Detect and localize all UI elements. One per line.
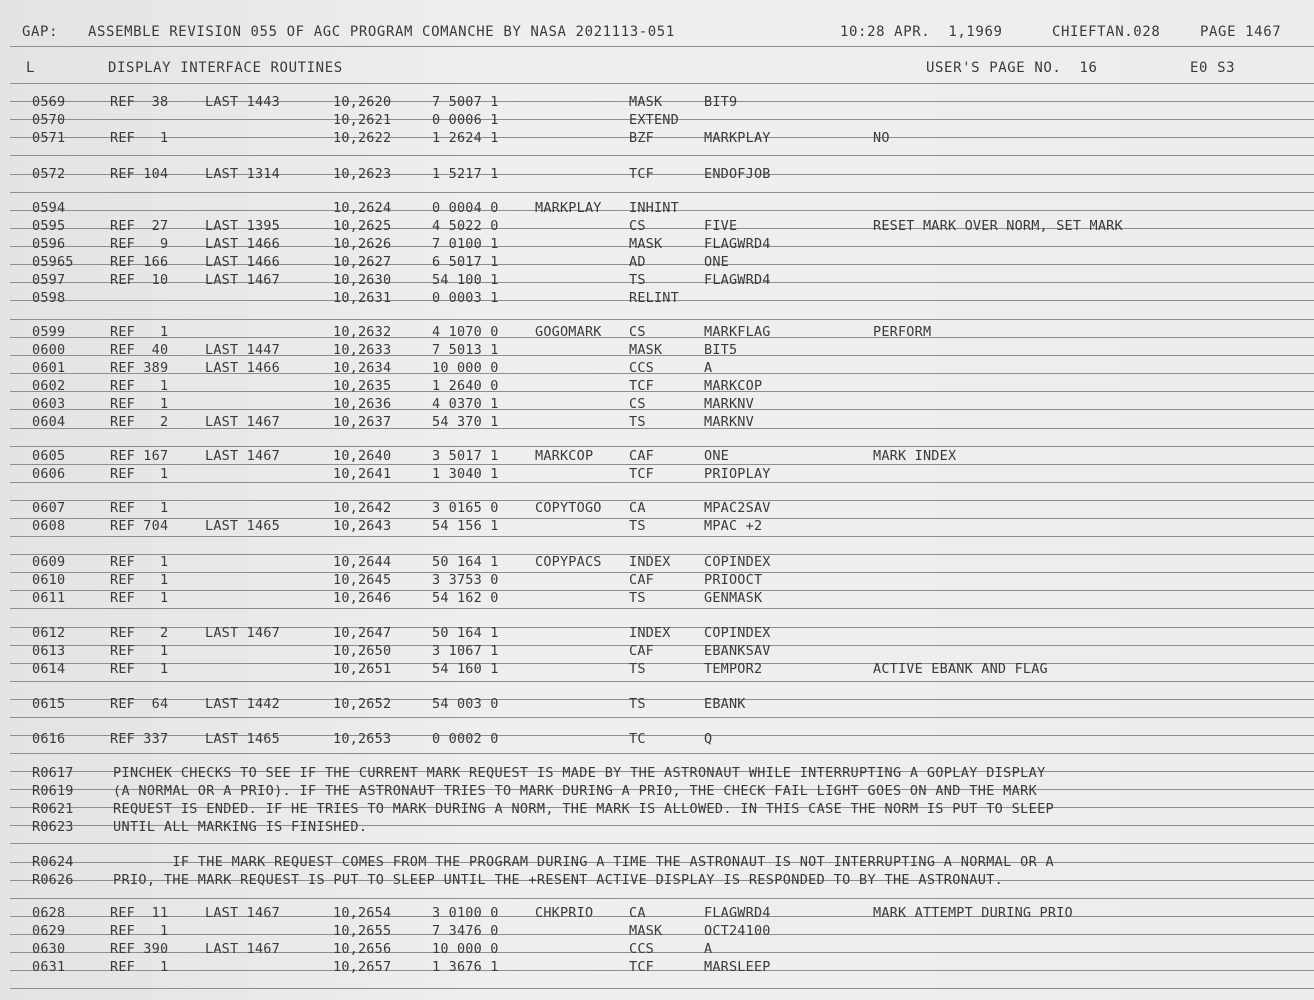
comment-line [0, 782, 1314, 800]
line-number: 0597 [32, 272, 66, 288]
address: 10,2644 [333, 554, 392, 570]
line-number: 05965 [32, 254, 74, 270]
ruled-line [10, 608, 1314, 609]
line-number: 0569 [32, 94, 66, 110]
line-number: 0631 [32, 959, 66, 975]
line-number: 0570 [32, 112, 66, 128]
address: 10,2641 [333, 466, 392, 482]
comment: RESET MARK OVER NORM, SET MARK [873, 218, 1123, 234]
assembly-title: ASSEMBLE REVISION 055 OF AGC PROGRAM COMANCHE BY NASA 2021113-051 [88, 24, 675, 40]
operand: A [704, 941, 713, 957]
listing-row [0, 922, 1314, 940]
line-number: 0601 [32, 360, 66, 376]
comment-line-number: R0623 [32, 819, 74, 835]
opcode: TS [629, 272, 646, 288]
ref-count: REF 64 [110, 696, 169, 712]
operand: MARKFLAG [704, 324, 771, 340]
machine-code: 3 1067 1 [432, 643, 499, 659]
operand: MPAC2SAV [704, 500, 771, 516]
address: 10,2634 [333, 360, 392, 376]
last-ref: LAST 1466 [205, 236, 280, 252]
opcode: CCS [629, 941, 654, 957]
line-number: 0571 [32, 130, 66, 146]
ref-count: REF 1 [110, 572, 169, 588]
line-number: 0604 [32, 414, 66, 430]
label: COPYTOGO [535, 500, 602, 516]
ref-count: REF 1 [110, 324, 169, 340]
ruled-line [10, 155, 1314, 156]
machine-code: 7 3476 0 [432, 923, 499, 939]
listing-row [0, 447, 1314, 465]
opcode: MASK [629, 342, 663, 358]
ref-count: REF 1 [110, 661, 169, 677]
opcode: CS [629, 396, 646, 412]
operand: TEMPOR2 [704, 661, 763, 677]
last-ref: LAST 1467 [205, 272, 280, 288]
opcode: CAF [629, 643, 654, 659]
ref-count: REF 704 [110, 518, 169, 534]
ref-count: REF 1 [110, 466, 169, 482]
machine-code: 7 5007 1 [432, 94, 499, 110]
machine-code: 54 370 1 [432, 414, 499, 430]
opcode: INDEX [629, 625, 671, 641]
ref-count: REF 1 [110, 500, 169, 516]
line-number: 0612 [32, 625, 66, 641]
opcode: MASK [629, 94, 663, 110]
machine-code: 50 164 1 [432, 554, 499, 570]
comment: NO [873, 130, 890, 146]
operand: MARKCOP [704, 378, 763, 394]
ref-count: REF 166 [110, 254, 169, 270]
machine-code: 3 3753 0 [432, 572, 499, 588]
line-number: 0602 [32, 378, 66, 394]
last-ref: LAST 1465 [205, 731, 280, 747]
address: 10,2633 [333, 342, 392, 358]
ref-count: REF 1 [110, 396, 169, 412]
listing-row [0, 413, 1314, 431]
operand: ENDOFJOB [704, 166, 771, 182]
gap-label: GAP: [22, 24, 59, 40]
opcode: BZF [629, 130, 654, 146]
machine-code: 4 1070 0 [432, 324, 499, 340]
opcode: MASK [629, 236, 663, 252]
listing-row [0, 165, 1314, 183]
comment-line [0, 800, 1314, 818]
listing-row [0, 695, 1314, 713]
address: 10,2656 [333, 941, 392, 957]
machine-code: 0 0002 0 [432, 731, 499, 747]
ref-count: REF 1 [110, 554, 169, 570]
comment: MARK ATTEMPT DURING PRIO [873, 905, 1073, 921]
comment: PERFORM [873, 324, 932, 340]
operand: BIT9 [704, 94, 738, 110]
opcode: TCF [629, 959, 654, 975]
listing-row [0, 93, 1314, 111]
opcode: TCF [629, 166, 654, 182]
ruled-line [10, 83, 1314, 84]
line-number: 0616 [32, 731, 66, 747]
address: 10,2620 [333, 94, 392, 110]
listing-name: CHIEFTAN.028 [1052, 24, 1161, 40]
operand: Q [704, 731, 713, 747]
machine-code: 1 3676 1 [432, 959, 499, 975]
address: 10,2654 [333, 905, 392, 921]
address: 10,2642 [333, 500, 392, 516]
ref-count: REF 167 [110, 448, 169, 464]
comment-line [0, 818, 1314, 836]
opcode: MASK [629, 923, 663, 939]
listing-row [0, 553, 1314, 571]
listing-row [0, 624, 1314, 642]
opcode: CS [629, 324, 646, 340]
last-ref: LAST 1442 [205, 696, 280, 712]
last-ref: LAST 1447 [205, 342, 280, 358]
address: 10,2640 [333, 448, 392, 464]
line-number: 0610 [32, 572, 66, 588]
ruled-line [10, 681, 1314, 682]
machine-code: 4 5022 0 [432, 218, 499, 234]
comment-line-number: R0621 [32, 801, 74, 817]
address: 10,2651 [333, 661, 392, 677]
listing-row [0, 235, 1314, 253]
listing-row [0, 253, 1314, 271]
ref-count: REF 1 [110, 923, 169, 939]
ruled-line [10, 988, 1314, 989]
operand: MARKNV [704, 396, 754, 412]
listing-row [0, 289, 1314, 307]
line-number: 0600 [32, 342, 66, 358]
operand: PRIOPLAY [704, 466, 771, 482]
ref-count: REF 337 [110, 731, 169, 747]
last-ref: LAST 1465 [205, 518, 280, 534]
ref-count: REF 104 [110, 166, 169, 182]
last-ref: LAST 1395 [205, 218, 280, 234]
operand: MPAC +2 [704, 518, 763, 534]
address: 10,2625 [333, 218, 392, 234]
address: 10,2631 [333, 290, 392, 306]
listing-row [0, 958, 1314, 976]
opcode: CA [629, 905, 646, 921]
ruled-line [10, 843, 1314, 844]
machine-code: 1 3040 1 [432, 466, 499, 482]
last-ref: LAST 1467 [205, 905, 280, 921]
comment-text: PINCHEK CHECKS TO SEE IF THE CURRENT MARK REQUEST IS MADE BY THE ASTRONAUT WHILE INTERRUPTING A GOPLAY DISPLAY [113, 765, 1046, 781]
listing-row [0, 341, 1314, 359]
ruled-line [10, 319, 1314, 320]
address: 10,2653 [333, 731, 392, 747]
operand: ONE [704, 254, 729, 270]
page-number: PAGE 1467 [1200, 24, 1282, 40]
ref-count: REF 40 [110, 342, 169, 358]
listing-row [0, 730, 1314, 748]
last-ref: LAST 1314 [205, 166, 280, 182]
line-number: 0630 [32, 941, 66, 957]
opcode: CS [629, 218, 646, 234]
last-ref: LAST 1467 [205, 941, 280, 957]
last-ref: LAST 1467 [205, 448, 280, 464]
address: 10,2623 [333, 166, 392, 182]
comment-line-number: R0617 [32, 765, 74, 781]
label: MARKCOP [535, 448, 594, 464]
opcode: TCF [629, 466, 654, 482]
operand: GENMASK [704, 590, 763, 606]
line-number: 0595 [32, 218, 66, 234]
listing-row [0, 642, 1314, 660]
opcode: TS [629, 590, 646, 606]
machine-code: 7 0100 1 [432, 236, 499, 252]
machine-code: 54 100 1 [432, 272, 499, 288]
comment-line-number: R0619 [32, 783, 74, 799]
page-id: E0 S3 [1190, 60, 1236, 76]
listing-row [0, 271, 1314, 289]
last-ref: LAST 1467 [205, 414, 280, 430]
line-number: 0629 [32, 923, 66, 939]
ref-count: REF 27 [110, 218, 169, 234]
address: 10,2655 [333, 923, 392, 939]
listing-row [0, 217, 1314, 235]
address: 10,2637 [333, 414, 392, 430]
opcode: CA [629, 500, 646, 516]
listing-row [0, 395, 1314, 413]
last-ref: LAST 1466 [205, 254, 280, 270]
line-number: 0613 [32, 643, 66, 659]
operand: MARKPLAY [704, 130, 771, 146]
ref-count: REF 9 [110, 236, 169, 252]
operand: FIVE [704, 218, 738, 234]
label: COPYPACS [535, 554, 602, 570]
comment: ACTIVE EBANK AND FLAG [873, 661, 1048, 677]
comment-text: IF THE MARK REQUEST COMES FROM THE PROGRAM DURING A TIME THE ASTRONAUT IS NOT INTERRUPTING A NORMAL OR A [113, 854, 1055, 870]
line-number: 0596 [32, 236, 66, 252]
line-number: 0599 [32, 324, 66, 340]
operand: PRIOOCT [704, 572, 763, 588]
opcode: TS [629, 696, 646, 712]
operand: ONE [704, 448, 729, 464]
operand: COPINDEX [704, 625, 771, 641]
line-number: 0603 [32, 396, 66, 412]
ruled-line [10, 192, 1314, 193]
line-number: 0615 [32, 696, 66, 712]
opcode: CAF [629, 572, 654, 588]
listing-row [0, 517, 1314, 535]
operand: BIT5 [704, 342, 738, 358]
label: MARKPLAY [535, 200, 602, 216]
listing-row [0, 377, 1314, 395]
comment-line-number: R0624 [32, 854, 74, 870]
line-number: 0605 [32, 448, 66, 464]
address: 10,2627 [333, 254, 392, 270]
opcode: TCF [629, 378, 654, 394]
page-header [0, 23, 1314, 41]
section-title: DISPLAY INTERFACE ROUTINES [108, 60, 343, 76]
ref-count: REF 1 [110, 643, 169, 659]
address: 10,2624 [333, 200, 392, 216]
machine-code: 0 0006 1 [432, 112, 499, 128]
operand: EBANKSAV [704, 643, 771, 659]
line-number: 0628 [32, 905, 66, 921]
listing-row [0, 571, 1314, 589]
timestamp: 10:28 APR. 1,1969 [840, 24, 1003, 40]
line-number: 0614 [32, 661, 66, 677]
ref-count: REF 2 [110, 625, 169, 641]
operand: FLAGWRD4 [704, 272, 771, 288]
comment: MARK INDEX [873, 448, 957, 464]
listing-row [0, 129, 1314, 147]
ref-count: REF 10 [110, 272, 169, 288]
last-ref: LAST 1467 [205, 625, 280, 641]
listing-row [0, 940, 1314, 958]
machine-code: 1 5217 1 [432, 166, 499, 182]
ruled-line [10, 46, 1314, 47]
opcode: INDEX [629, 554, 671, 570]
machine-code: 54 162 0 [432, 590, 499, 606]
machine-code: 10 000 0 [432, 360, 499, 376]
label: GOGOMARK [535, 324, 602, 340]
machine-code: 0 0004 0 [432, 200, 499, 216]
ref-count: REF 38 [110, 94, 169, 110]
address: 10,2657 [333, 959, 392, 975]
machine-code: 54 156 1 [432, 518, 499, 534]
address: 10,2645 [333, 572, 392, 588]
machine-code: 10 000 0 [432, 941, 499, 957]
ref-count: REF 1 [110, 378, 169, 394]
line-number: 0594 [32, 200, 66, 216]
operand: FLAGWRD4 [704, 236, 771, 252]
address: 10,2632 [333, 324, 392, 340]
machine-code: 50 164 1 [432, 625, 499, 641]
label: CHKPRIO [535, 905, 594, 921]
opcode: CAF [629, 448, 654, 464]
machine-code: 54 160 1 [432, 661, 499, 677]
comment-text: REQUEST IS ENDED. IF HE TRIES TO MARK DURING A NORM, THE MARK IS ALLOWED. IN THIS CASE THE NORM IS PUT TO SLEEP [113, 801, 1055, 817]
comment-line [0, 764, 1314, 782]
operand: EBANK [704, 696, 746, 712]
last-ref: LAST 1466 [205, 360, 280, 376]
comment-text: UNTIL ALL MARKING IS FINISHED. [113, 819, 368, 835]
machine-code: 3 5017 1 [432, 448, 499, 464]
address: 10,2650 [333, 643, 392, 659]
address: 10,2643 [333, 518, 392, 534]
opcode: CCS [629, 360, 654, 376]
last-ref: LAST 1443 [205, 94, 280, 110]
machine-code: 0 0003 1 [432, 290, 499, 306]
comment-text: (A NORMAL OR A PRIO). IF THE ASTRONAUT TRIES TO MARK DURING A PRIO, THE CHECK FAIL LIGHT GOES ON AND THE MARK [113, 783, 1038, 799]
operand: COPINDEX [704, 554, 771, 570]
address: 10,2636 [333, 396, 392, 412]
address: 10,2626 [333, 236, 392, 252]
machine-code: 6 5017 1 [432, 254, 499, 270]
opcode: RELINT [629, 290, 679, 306]
section-code: L [26, 60, 36, 76]
machine-code: 1 2640 0 [432, 378, 499, 394]
line-number: 0608 [32, 518, 66, 534]
listing-row [0, 199, 1314, 217]
listing-row [0, 465, 1314, 483]
ref-count: REF 11 [110, 905, 169, 921]
section-header [0, 59, 1314, 77]
ref-count: REF 2 [110, 414, 169, 430]
address: 10,2622 [333, 130, 392, 146]
operand: FLAGWRD4 [704, 905, 771, 921]
listing-row [0, 499, 1314, 517]
machine-code: 7 5013 1 [432, 342, 499, 358]
opcode: TS [629, 518, 646, 534]
address: 10,2630 [333, 272, 392, 288]
address: 10,2652 [333, 696, 392, 712]
ref-count: REF 1 [110, 130, 169, 146]
operand: MARKNV [704, 414, 754, 430]
line-number: 0611 [32, 590, 66, 606]
comment-line [0, 853, 1314, 871]
ref-count: REF 389 [110, 360, 169, 376]
listing-row [0, 904, 1314, 922]
machine-code: 3 0100 0 [432, 905, 499, 921]
opcode: TS [629, 661, 646, 677]
comment-line [0, 871, 1314, 889]
listing-row [0, 323, 1314, 341]
ruled-line [10, 898, 1314, 899]
ruled-line [10, 753, 1314, 754]
opcode: INHINT [629, 200, 679, 216]
ruled-line [10, 717, 1314, 718]
opcode: TS [629, 414, 646, 430]
opcode: AD [629, 254, 646, 270]
ref-count: REF 390 [110, 941, 169, 957]
ref-count: REF 1 [110, 959, 169, 975]
line-number: 0607 [32, 500, 66, 516]
operand: OCT24100 [704, 923, 771, 939]
comment-text: PRIO, THE MARK REQUEST IS PUT TO SLEEP UNTIL THE +RESENT ACTIVE DISPLAY IS RESPONDED TO BY THE ASTRONAUT. [113, 872, 1004, 888]
line-number: 0606 [32, 466, 66, 482]
listing-row [0, 111, 1314, 129]
ref-count: REF 1 [110, 590, 169, 606]
listing-row [0, 660, 1314, 678]
machine-code: 4 0370 1 [432, 396, 499, 412]
line-number: 0572 [32, 166, 66, 182]
address: 10,2621 [333, 112, 392, 128]
address: 10,2647 [333, 625, 392, 641]
line-number: 0598 [32, 290, 66, 306]
machine-code: 54 003 0 [432, 696, 499, 712]
operand: MARSLEEP [704, 959, 771, 975]
opcode: EXTEND [629, 112, 679, 128]
opcode: TC [629, 731, 646, 747]
machine-code: 1 2624 1 [432, 130, 499, 146]
machine-code: 3 0165 0 [432, 500, 499, 516]
listing-row [0, 359, 1314, 377]
listing-row [0, 589, 1314, 607]
address: 10,2646 [333, 590, 392, 606]
operand: A [704, 360, 713, 376]
user-page-number: USER'S PAGE NO. 16 [926, 60, 1098, 76]
line-number: 0609 [32, 554, 66, 570]
address: 10,2635 [333, 378, 392, 394]
comment-line-number: R0626 [32, 872, 74, 888]
ruled-line [10, 536, 1314, 537]
